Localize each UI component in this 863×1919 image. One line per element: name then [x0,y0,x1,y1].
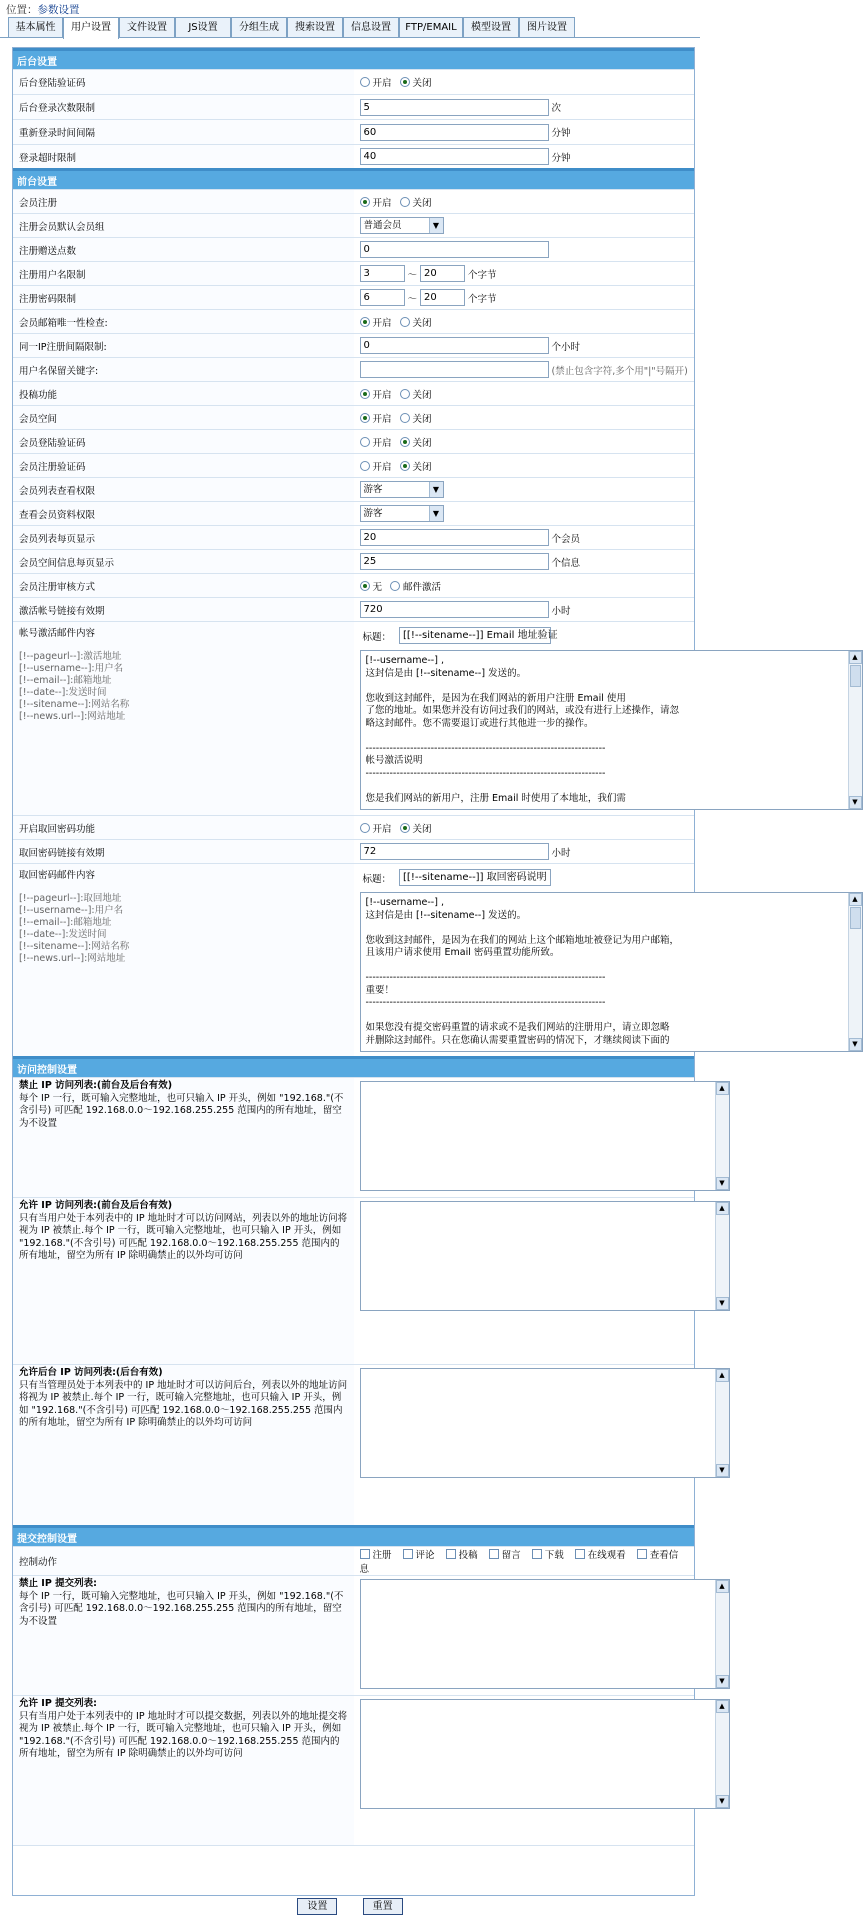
ip-textarea[interactable] [360,1081,730,1191]
tab-ftp[interactable]: FTP/EMAIL [399,17,463,37]
scroll-up-icon[interactable]: ▲ [716,1700,729,1713]
radio-on[interactable] [360,77,370,87]
label: 注册会员默认会员组 [13,214,354,238]
scroll-up-icon[interactable]: ▲ [849,893,862,906]
label: 用户名保留关键字: [13,358,354,382]
checkbox[interactable] [446,1549,456,1559]
scrollbar[interactable] [715,1700,729,1808]
checkbox[interactable] [532,1549,542,1559]
label: 后台登录次数限制 [13,95,354,120]
location-label: 位置： [6,4,38,16]
scroll-up-icon[interactable]: ▲ [716,1082,729,1095]
max-input[interactable]: 20 [420,265,465,282]
chevron-down-icon: ▼ [429,218,443,233]
label: 同一IP注册间隔限制: [13,334,354,358]
tab-model[interactable]: 模型设置 [463,17,519,37]
label: 登录超时限制 [13,145,354,170]
tab-image[interactable]: 图片设置 [519,17,575,37]
access-admin-desc: 允许后台 IP 访问列表:(后台有效) 只有当管理员处于本列表中的 IP 地址时才可以访问后台，列表以外的地址访问将视为 IP 被禁止.每个 IP 一行，既可输入完整地址，也可只输入 IP 开头，例如 "192.168."(不含引号) 可匹配 192.168.0.0～192.168.255.255 范围内的所有地址，留空为所有 IP 除明确禁止的以外均可访问 [13,1365,354,1527]
checkbox[interactable] [403,1549,413,1559]
submit-allow-desc: 允许 IP 提交列表: 只有当用户处于本列表中的 IP 地址时才可以提交数据，列表以外的地址提交将视为 IP 被禁止.每个 IP 一行，既可输入完整地址，也可只输入 IP 开头，例如 "192.168."(不含引号) 可匹配 192.168.0.0～192.168.255.255 范围内的所有地址，留空为所有 IP 除明确禁止的以外均可访问 [13,1696,354,1846]
scroll-down-icon[interactable]: ▼ [716,1675,729,1688]
access-allow-desc: 允许 IP 访问列表:(前台及后台有效) 只有当用户处于本列表中的 IP 地址时才可以访问网站，列表以外的地址访问将视为 IP 被禁止.每个 IP 一行，既可输入完整地址，也可只输入 IP 开头，例如 "192.168."(不含引号) 可匹配 192.168.0.0～192.168.255.255 范围内的所有地址，留空为所有 IP 除明确禁止的以外均可访问 [13,1198,354,1365]
radio-none[interactable] [360,581,370,591]
radio-off[interactable] [400,437,410,447]
group-select[interactable]: 普通会员 ▼ [360,217,444,234]
mail-title-input[interactable]: [[!--sitename--]] Email 地址验证 [399,627,551,644]
label: 后台登陆验证码 [13,70,354,95]
perm-select[interactable]: 游客 ▼ [360,481,444,498]
radio-on[interactable] [360,823,370,833]
getpass-mail-label-cell [13,864,354,1058]
text-input[interactable]: 40 [360,148,549,165]
label: 会员注册验证码 [13,454,354,478]
reset-button[interactable]: 重置 [363,1898,403,1915]
label: 查看会员资料权限 [13,502,354,526]
scrollbar[interactable] [715,1369,729,1477]
tab-group[interactable]: 分组生成 [231,17,287,37]
label: 会员注册 [13,190,354,214]
radio-mail[interactable] [390,581,400,591]
scrollbar[interactable] [715,1202,729,1310]
scrollbar[interactable] [715,1580,729,1688]
chevron-down-icon: ▼ [429,482,443,497]
checkbox[interactable] [360,1549,370,1559]
text-input[interactable]: 25 [360,553,549,570]
tab-search[interactable]: 搜索设置 [287,17,343,37]
radio-on[interactable] [360,413,370,423]
radio-on[interactable] [360,461,370,471]
label: 重新登录时间间隔 [13,120,354,145]
text-input[interactable]: 20 [360,529,549,546]
scroll-up-icon[interactable]: ▲ [716,1369,729,1382]
scrollbar[interactable] [848,651,862,809]
radio-off[interactable] [400,823,410,833]
label: 取回密码链接有效期 [13,840,354,864]
scroll-down-icon[interactable]: ▼ [716,1177,729,1190]
scrollbar[interactable] [848,893,862,1051]
text-input[interactable]: 0 [360,337,549,354]
mail-title-input[interactable]: [[!--sitename--]] 取回密码说明 [399,869,551,886]
section-frontend: 前台设置 [13,170,694,190]
label: 注册用户名限制 [13,262,354,286]
label: 帐号激活邮件内容 [19,628,96,639]
radio-on[interactable] [360,317,370,327]
location-bar [6,2,80,17]
scroll-down-icon[interactable]: ▼ [716,1464,729,1477]
scroll-up-icon[interactable]: ▲ [849,651,862,664]
text-input[interactable]: 0 [360,241,549,258]
label: 会员邮箱唯一性检查: [13,310,354,334]
radio-off[interactable] [400,197,410,207]
radio-off[interactable] [400,413,410,423]
label: 控制动作 [13,1547,354,1576]
scroll-down-icon[interactable]: ▼ [716,1795,729,1808]
label: 注册密码限制 [13,286,354,310]
checkbox[interactable] [637,1549,647,1559]
label: 会员空间 [13,406,354,430]
checkbox[interactable] [575,1549,585,1559]
scroll-down-icon[interactable]: ▼ [716,1297,729,1310]
ip-textarea[interactable] [360,1368,730,1478]
var-list: [!--pageurl--]:激活地址 [!--username--]:用户名 [!--email--]:邮箱地址 [!--date--]:发送时间 [!--sitename--]:网站名称 [!--news.url--]:网站地址 [19,651,130,722]
perm-select[interactable]: 游客 ▼ [360,505,444,522]
scrollbar[interactable] [715,1082,729,1190]
mail-body-textarea[interactable]: [!--username--] , 这封信是由 [!--sitename--] 发送的。 您收到这封邮件，是因为在我们网站的新用户注册 Email 使用 了您的地址。如果您并没有访问过我们的网站，或没有进行上述操作，请忽 略这封邮件。您不需要退订或进行其他进一步的操作。 ---------------------------------------------------------------------- 帐号激活说明 ---------------------------------------------------------------------- 您是我们网站的新用户，注册 Email 时使用了本地址，我们需 ▲ ▼ [360,650,863,810]
scroll-down-icon[interactable]: ▼ [849,1038,862,1051]
text-input[interactable]: 60 [360,124,549,141]
var-list: [!--pageurl--]:取回地址 [!--username--]:用户名 [!--email--]:邮箱地址 [!--date--]:发送时间 [!--sitename--]:网站名称 [!--news.url--]:网站地址 [19,893,130,964]
label: 注册赠送点数 [13,238,354,262]
chevron-down-icon: ▼ [429,506,443,521]
scroll-up-icon[interactable]: ▲ [716,1202,729,1215]
button-bar [0,1898,700,1915]
label: 会员注册审核方式 [13,574,354,598]
section-access: 访问控制设置 [13,1058,694,1078]
mail-body-textarea[interactable]: [!--username--] , 这封信是由 [!--sitename--] 发送的。 您收到这封邮件，是因为在我们的网站上这个邮箱地址被登记为用户邮箱， 且该用户请求使用 Email 密码重置功能所致。 ---------------------------------------------------------------------- 重要！ ---------------------------------------------------------------------- 如果您没有提交密码重置的请求或不是我们网站的注册用户，请立即忽略 并删除这封邮件。只在您确认需要重置密码的情况下，才继续阅读下面的 ▲ ▼ [360,892,863,1052]
tab-info[interactable]: 信息设置 [343,17,399,37]
ip-textarea[interactable] [360,1201,730,1311]
activate-mail-label-cell [13,622,354,816]
scroll-down-icon[interactable]: ▼ [849,796,862,809]
checkbox[interactable] [489,1549,499,1559]
label: 会员空间信息每页显示 [13,550,354,574]
submit-button[interactable]: 设置 [297,1898,337,1915]
label: 激活帐号链接有效期 [13,598,354,622]
tab-js[interactable]: JS设置 [175,17,231,37]
label: 投稿功能 [13,382,354,406]
settings-form: 后台设置 后台登陆验证码 开启 关闭 后台登录次数限制 5 次 重新登录时间间隔 60 分钟 登录超时限制 40 分钟 前台设置 会员注册 开启 关闭 注册会员默认会员组 普通会员 ▼ 注册赠送点数 0 注册用户名限制 3 ～ 20 个字节 注册密码限制 6 ～ 20 个字节 会员邮箱唯一性检查: 开启 关闭 同一IP注册间隔限制: 0 个小时 用户名保留关键字: (禁止包含字符,多个用"|"号隔开) 投稿功能 开启 关闭 会员空间 开启 关闭 会员登陆验证码 开启 关闭 会员注册验证码 开启 关闭 会员列表查看权限 游客 ▼ 查看会员资料权限 游客 ▼ 会员列表每页显示 20 个会员 会员空间信息每页显示 25 个信息 会员注册审核方式 无 邮件激活 激活帐号链接有效期 720 小时 帐号激活邮件内容 [!--pageurl--]:激活地址 [!--username--]:用户名 [!--email--]:邮箱地址 [!--date--]:发送时间 [!--sitename--]:网站名称 [!--news.url--]:网站地址 标题： [[!--sitename--]] Email 地址验证 [!--username--] , 这封信是由 [!--sitename--] 发送的。 您收到这封邮件，是因为在我们网站的新用户注册 Email 使用 了您的地址。如果您并没有访问过我们的网站，或没有进行上述操作，请忽 略这封邮件。您不需要退订或进行其他进一步的操作。 ---------------------------------------------------------------------- 帐号激活说明 ---------------------------------------------------------------------- 您是我们网站的新用户，注册 Email 时使用了本地址，我们需 ▲ ▼ 开启取回密码功能 开启 关闭 取回密码链接有效期 72 小时 取回密码邮件内容 [!--pageurl--]:取回地址 [!--username--]:用户名 [!--email--]:邮箱地址 [!--date--]:发送时间 [!--sitename--]:网站名称 [!--news.url--]:网站地址 标题： [[!--sitename--]] 取回密码说明 [!--username--] , 这封信是由 [!--sitename--] 发送的。 您收到这封邮件，是因为在我们的网站上这个邮箱地址被登记为用户邮箱， 且该用户请求使用 Email 密码重置功能所致。 ---------------------------------------------------------------------- 重要！ ---------------------------------------------------------------------- 如果您没有提交密码重置的请求或不是我们网站的注册用户，请立即忽略 并删除这封邮件。只在您确认需要重置密码的情况下，才继续阅读下面的 ▲ ▼ 访问控制设置 禁止 IP 访问列表:(前台及后台有效) 每个 IP 一行，既可输入完整地址，也可只输入 IP 开头，例如 "192.168."(不含引号) 可匹配 192.168.0.0～192.168.255.255 范围内的所有地址，留空为不设置 ▲ ▼ 允许 IP 访问列表:(前台及后台有效) 只有当用户处于本列表中的 IP 地址时才可以访问网站，列表以外的地址访问将视为 IP 被禁止.每个 IP 一行，既可输入完整地址，也可只输入 IP 开头，例如 "192.168."(不含引号) 可匹配 192.168.0.0～192.168.255.255 范围内的所有地址，留空为所有 IP 除明确禁止的以外均可访问 ▲ ▼ 允许后台 IP 访问列表:(后台有效) 只有当管理员处于本列表中的 IP 地址时才可以访问后台，列表以外的地址访问将视为 IP 被禁止.每个 IP 一行，既可输入完整地址，也可只输入 IP 开头，例如 "192.168."(不含引号) 可匹配 192.168.0.0～192.168.255.255 范围内的所有地址，留空为所有 IP 除明确禁止的以外均可访问 ▲ ▼ 提交控制设置 控制动作 注册 评论 投稿 留言 下载 在线观看 查看信息 禁止 IP 提交列表: 每个 IP 一行，既可输入完整地址，也可只输入 IP 开头，例如 "192.168."(不含引号) 可匹配 192.168.0.0～192.168.255.255 范围内的所有地址，留空为不设置 ▲ ▼ 允许 IP 提交列表: 只有当用户处于本列表中的 IP 地址时才可以提交数据，列表以外的地址提交将视为 IP 被禁止.每个 IP 一行，既可输入完整地址，也可只输入 IP 开头，例如 "192.168."(不含引号) 可匹配 192.168.0.0～192.168.255.255 范围内的所有地址，留空为所有 IP 除明确禁止的以外均可访问 ▲ ▼ [12,47,695,1896]
tab-file[interactable]: 文件设置 [119,17,175,37]
section-backend: 后台设置 [13,50,694,70]
scroll-up-icon[interactable]: ▲ [716,1580,729,1593]
radio-off[interactable] [400,317,410,327]
text-input[interactable]: 720 [360,601,549,618]
label: 会员列表每页显示 [13,526,354,550]
radio-off[interactable] [400,461,410,471]
text-input[interactable] [360,361,549,378]
submit-deny-desc: 禁止 IP 提交列表: 每个 IP 一行，既可输入完整地址，也可只输入 IP 开头，例如 "192.168."(不含引号) 可匹配 192.168.0.0～192.168.255.255 范围内的所有地址，留空为不设置 [13,1576,354,1696]
tab-user[interactable]: 用户设置 [63,17,119,39]
label: 会员登陆验证码 [13,430,354,454]
radio-on[interactable] [360,389,370,399]
radio-off[interactable] [400,77,410,87]
access-deny-desc: 禁止 IP 访问列表:(前台及后台有效) 每个 IP 一行，既可输入完整地址，也可只输入 IP 开头，例如 "192.168."(不含引号) 可匹配 192.168.0.0～192.168.255.255 范围内的所有地址，留空为不设置 [13,1078,354,1198]
radio-on[interactable] [360,197,370,207]
radio-on[interactable] [360,437,370,447]
radio-off[interactable] [400,389,410,399]
tab-basic[interactable]: 基本属性 [8,17,63,37]
ip-textarea[interactable] [360,1699,730,1809]
label: 开启取回密码功能 [13,816,354,840]
section-submit: 提交控制设置 [13,1527,694,1547]
label: 取回密码邮件内容 [19,870,96,881]
ip-textarea[interactable] [360,1579,730,1689]
text-input[interactable]: 72 [360,843,549,860]
min-input[interactable]: 3 [360,265,405,282]
label: 会员列表查看权限 [13,478,354,502]
max-input[interactable]: 20 [420,289,465,306]
min-input[interactable]: 6 [360,289,405,306]
text-input[interactable]: 5 [360,99,549,116]
location-link[interactable]: 参数设置 [37,4,80,16]
